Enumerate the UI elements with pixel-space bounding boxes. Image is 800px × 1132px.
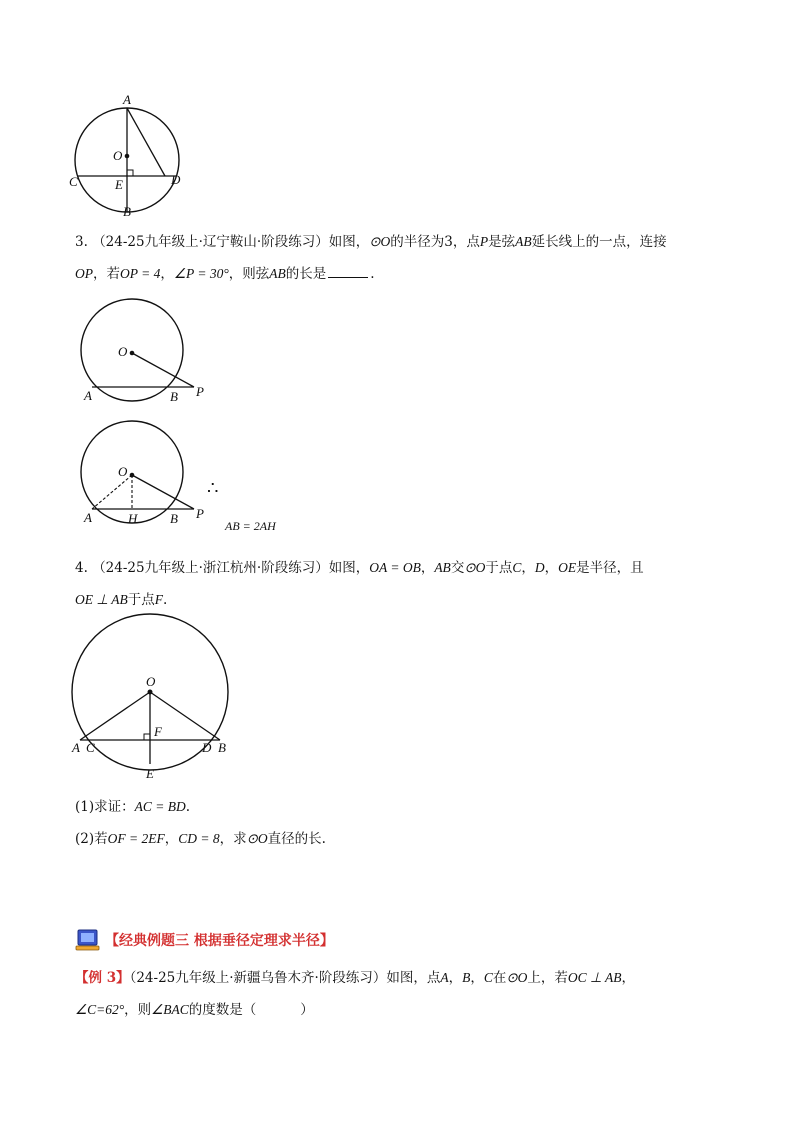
example-3-line-1: 【例 3】（24-25九年级上·新疆乌鲁木齐·阶段练习）如图，点A，B，C在⊙O上，若OC ⊥ AB， [75,970,635,986]
question-4-part-1: (1)求证：AC = BD. [75,799,191,815]
label-A: A [72,740,80,755]
label-B: B [123,204,131,219]
label-B: B [170,511,178,526]
question-4-line-2: OE ⊥ AB于点F. [75,592,168,608]
answer-blank [328,265,368,278]
label-P: P [196,384,204,399]
label-B: B [218,740,226,755]
label-B: B [170,389,178,404]
label-A: A [84,388,92,403]
example-source: （24-25九年级上·新疆乌鲁木齐·阶段练习） [129,970,387,986]
question-4-line-1: 4. （24-25九年级上·浙江杭州·阶段练习）如图，OA = OB，AB交⊙O于点C，D，OE是半径，且 [75,560,644,576]
question-number: 4. [75,560,88,576]
label-O: O [118,464,128,479]
figure-2 [70,298,220,408]
question-4-part-2: (2)若OF = 2EF，CD = 8，求⊙O直径的长. [75,831,326,847]
label-D: D [202,740,212,755]
example-tag: 【例 3】 [75,970,130,986]
figure-3 [70,420,300,542]
label-H: H [128,511,138,526]
label-C: C [69,174,78,189]
section-header [75,927,334,953]
label-F: F [154,724,162,739]
label-E: E [115,177,123,192]
note-ab-2ah: AB = 2AH [225,519,276,533]
label-E: E [146,766,154,781]
label-O: O [113,148,123,163]
label-O: O [118,344,128,359]
section-title: 【经典例题三 根据垂径定理求半径】 [105,933,334,949]
label-A: A [123,92,131,107]
label-C: C [86,740,95,755]
computer-icon [75,928,101,952]
question-number: 3. [75,234,88,250]
question-3-line-2: OP，若OP = 4，∠P = 30°，则弦AB的长是 . [75,266,375,282]
label-A: A [84,510,92,525]
question-3-line-1: 3. （24-25九年级上·辽宁鞍山·阶段练习）如图，⊙O的半径为3，点P是弦AB延长线上的一点，连接 [75,234,667,250]
example-3-line-2: ∠C=62°，则∠BAC的度数是（ ） [75,1002,314,1018]
label-D: D [171,172,181,187]
label-P: P [196,506,204,521]
figure-4 [66,606,241,786]
figure-1 [65,90,195,220]
therefore-symbol: ∴ [207,478,219,498]
question-source: （24-25九年级上·浙江杭州·阶段练习） [92,560,329,576]
question-source: （24-25九年级上·辽宁鞍山·阶段练习） [92,234,329,250]
label-O: O [146,674,156,689]
